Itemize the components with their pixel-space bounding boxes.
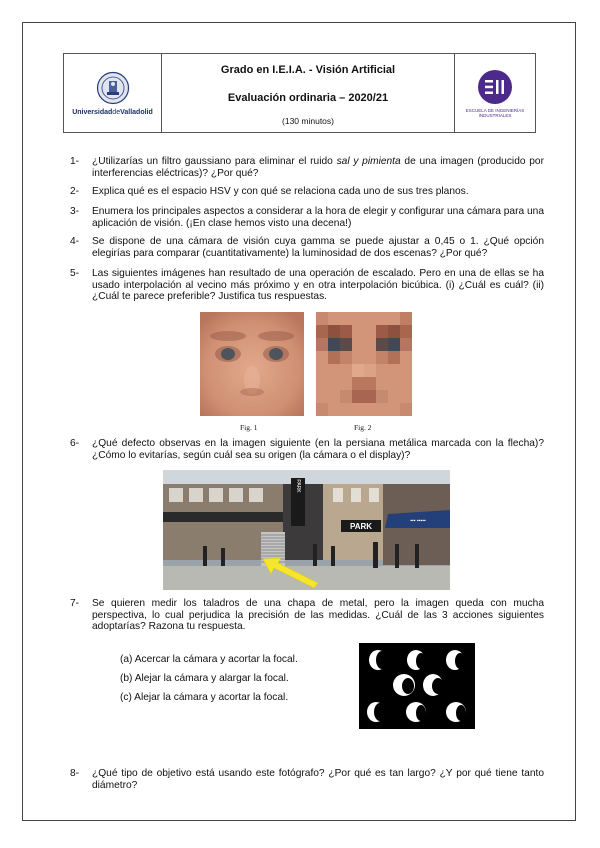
option-c: (c) Alejar la cámara y acortar la focal. <box>120 692 289 703</box>
university-logo <box>64 54 162 132</box>
figure-2-nearest-neighbor-face <box>316 312 412 416</box>
exam-duration: (130 minutos) <box>282 116 334 126</box>
exam-title: Evaluación ordinaria – 2020/21 <box>227 92 389 104</box>
question-1: 1- ¿Utilizarías un filtro gaussiano para eliminar el ruido sal y pimienta de una imagen (producido por interferencias eléctricas)? ¿Por qué? <box>70 156 544 179</box>
question-5: 5- Las siguientes imágenes han resultado de una operación de escalado. Pero en una de ellas se ha usado interpolación al vecino más próximo y en otra interpolación bicúbica. (i) ¿Cuál es cuál? (ii) ¿Cuál te parece preferible? Justifica tus respuestas. <box>70 268 544 302</box>
street-photo <box>163 470 450 590</box>
question-4: 4- Se dispone de una cámara de visión cuya gamma se puede ajustar a 0,45 o 1. ¿Qué opción elegirías para comparar (cuantitativamente) la luminosidad de dos escenas? ¿Por qué? <box>70 236 544 259</box>
course-title: Grado en I.E.I.A. - Visión Artificial <box>220 64 396 76</box>
header-title-block <box>162 54 455 132</box>
exam-header <box>63 53 536 133</box>
school-logo-icon <box>477 69 513 105</box>
figure-1-bicubic-face <box>200 312 304 416</box>
school-logo <box>455 54 535 132</box>
question-2: 2- Explica qué es el espacio HSV y con qué se relaciona cada uno de sus tres planos. <box>70 186 469 197</box>
metal-plate-holes-image <box>359 643 475 729</box>
page-frame <box>22 22 576 821</box>
option-b: (b) Alejar la cámara y alargar la focal. <box>120 673 289 684</box>
question-7: 7- Se quieren medir los taladros de una chapa de metal, pero la imagen queda con mucha perspectiva, lo cual perjudica la precisión de las medidas. ¿Cuál de las 3 acciones siguientes adoptarías? Razona tu respuesta. <box>70 598 544 632</box>
question-3: 3- Enumera los principales aspectos a considerar a la hora de elegir y configurar una cámara para una aplicación de visión. (¡En clase hemos visto una decena!) <box>70 206 544 229</box>
question-6: 6- ¿Qué defecto observas en la imagen siguiente (en la persiana metálica marcada con la flecha)? ¿Cómo lo evitarías, según cuál sea su origen (la cámara o el display)? <box>70 438 544 461</box>
option-a: (a) Acercar la cámara y acortar la focal. <box>120 654 298 665</box>
question-8: 8- ¿Qué tipo de objetivo está usando este fotógrafo? ¿Por qué es tan largo? ¿Y por qué tiene tanto diámetro? <box>70 768 544 791</box>
school-name: ESCUELA DE INGENIERÍAS INDUSTRIALES <box>465 107 525 118</box>
figure-2-caption: Fig. 2 <box>354 423 372 432</box>
awning-text: ▪▪▪ ▪▪▪▪▪ <box>410 518 426 524</box>
figure-1-caption: Fig. 1 <box>240 423 258 432</box>
vertical-sign-text: PARK <box>295 479 301 493</box>
park-sign-text: PARK <box>349 522 373 531</box>
university-name: UniversidaddeValladolid <box>72 108 153 116</box>
university-seal-icon <box>96 71 130 105</box>
